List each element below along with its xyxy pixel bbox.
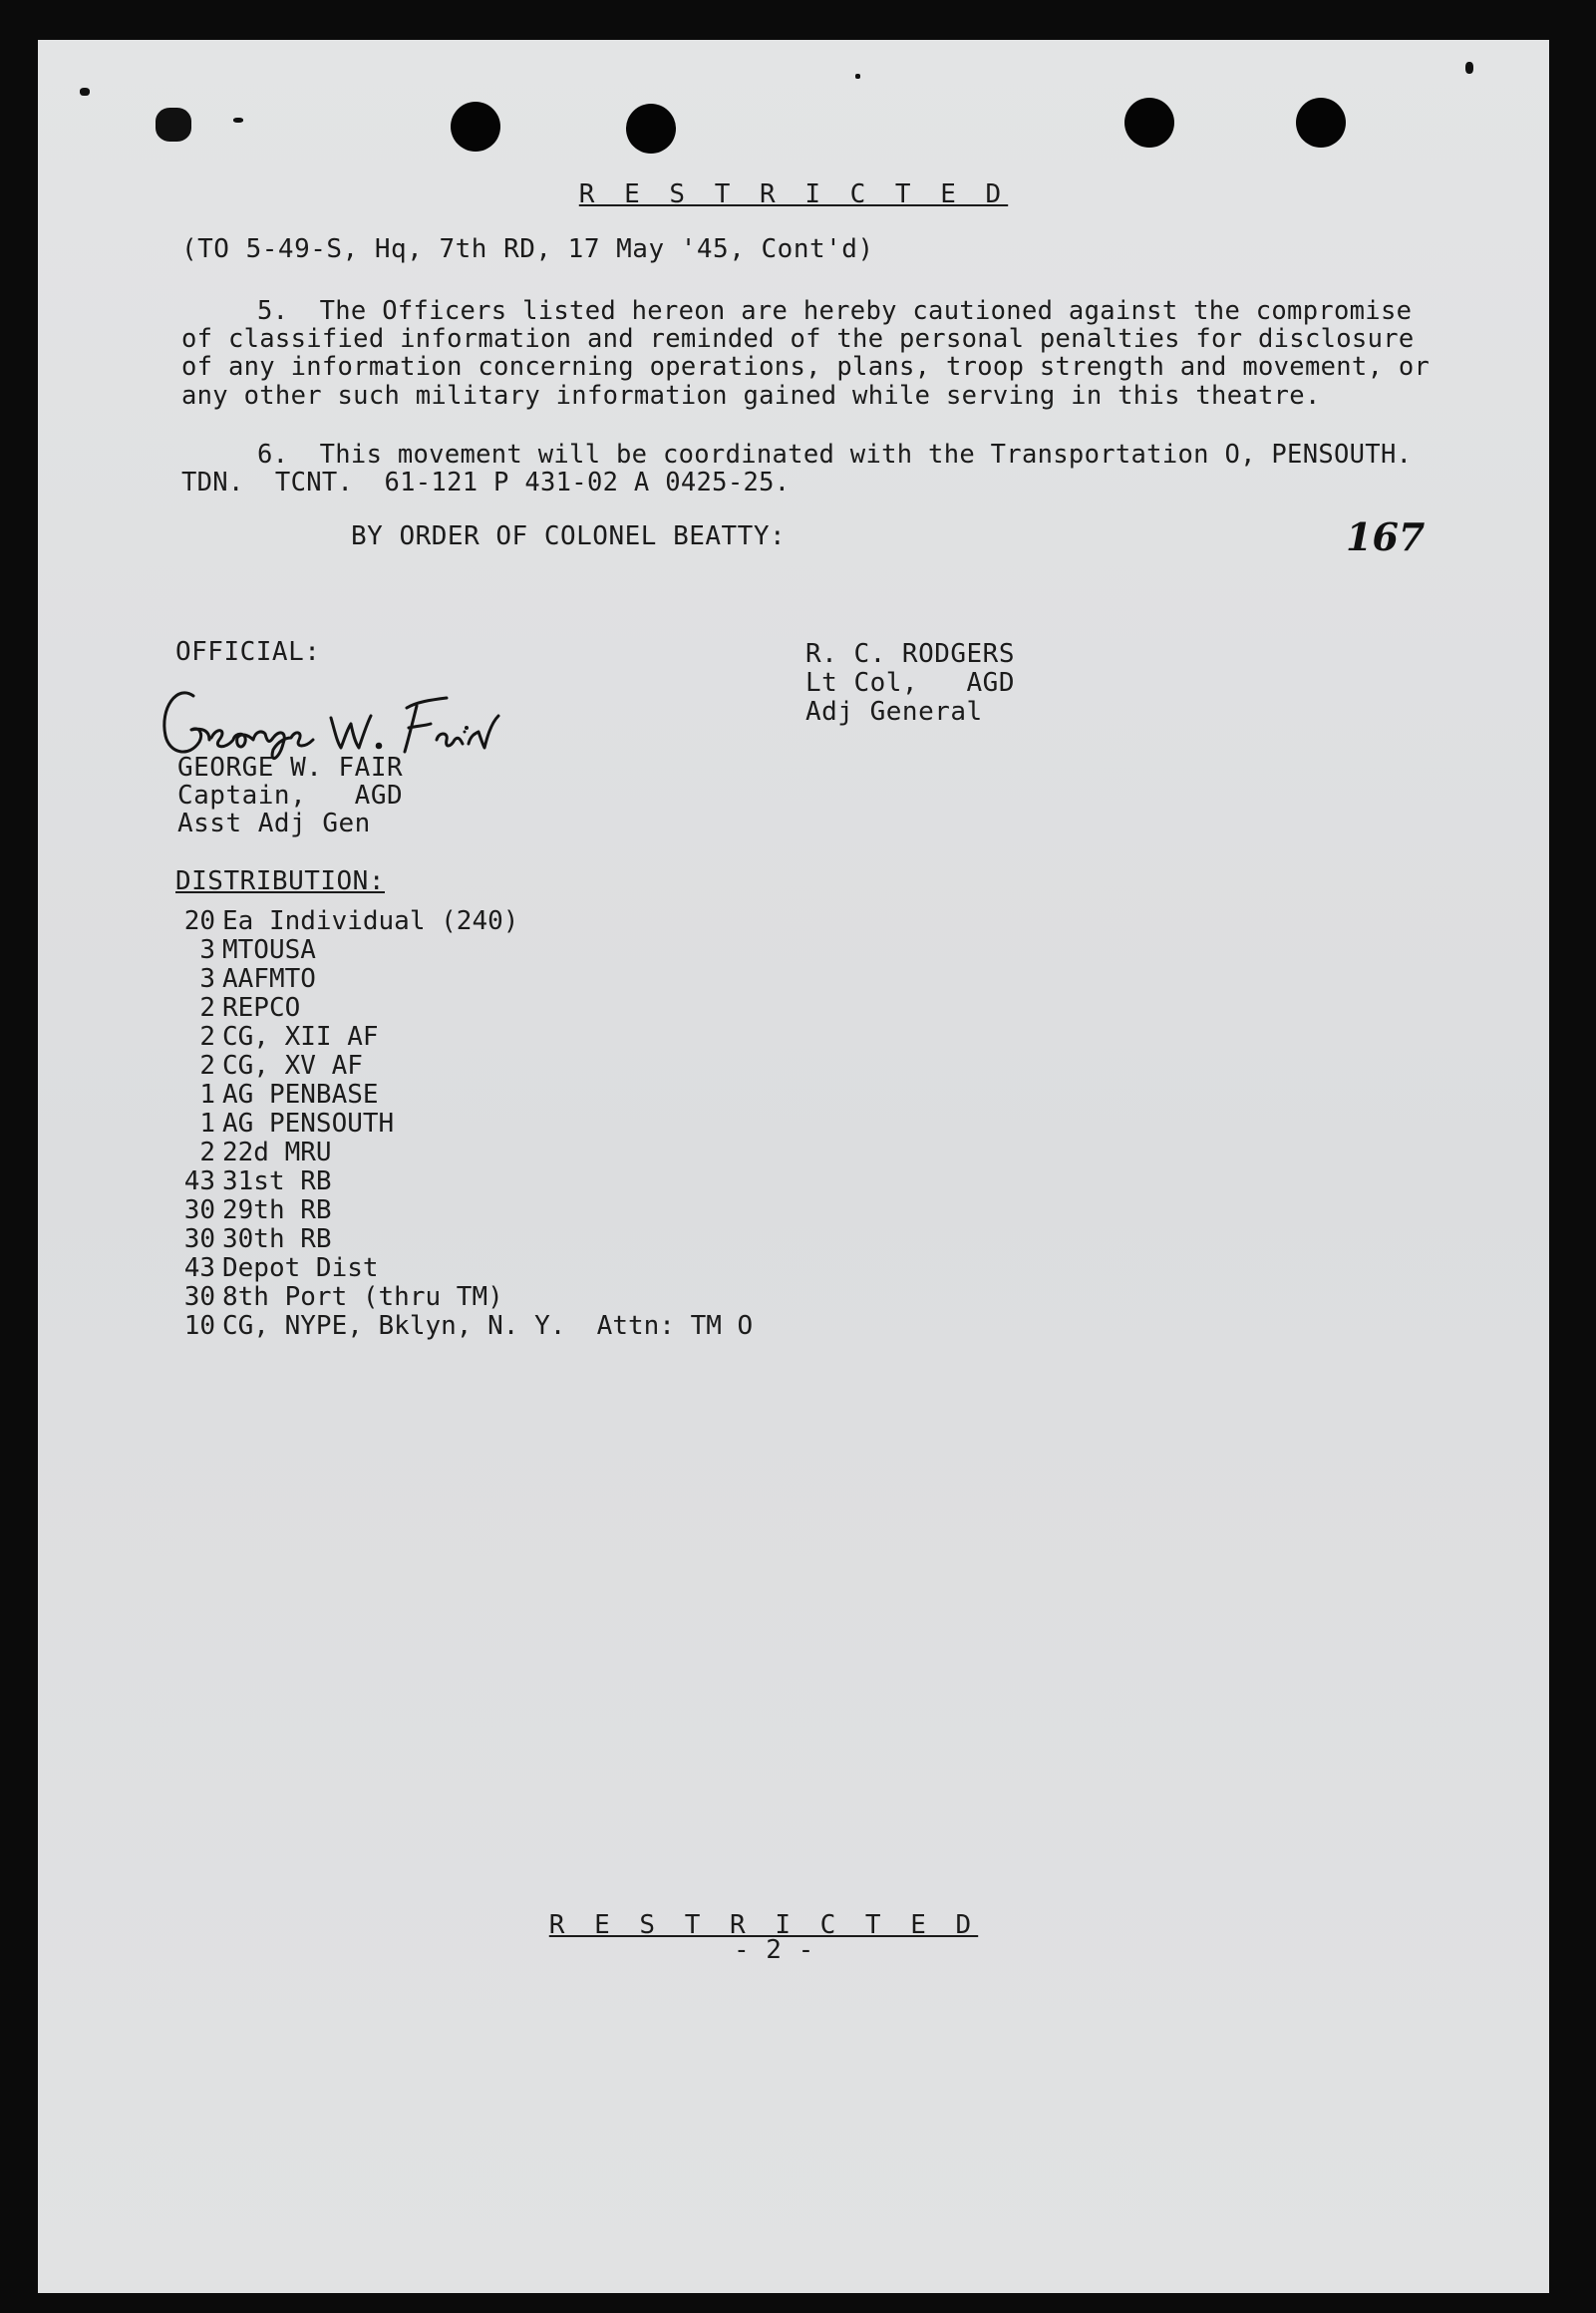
distribution-item — [173, 907, 753, 936]
distribution-destination: AG PENBASE — [222, 1080, 379, 1110]
paragraph-6-line-1: 6. This movement will be coordinated with the Transportation O, PENSOUTH. — [257, 440, 1413, 470]
distribution-qty: 2 — [199, 993, 215, 1023]
ink-speck — [80, 88, 90, 96]
distribution-qty: 20 — [183, 906, 215, 936]
distribution-qty: 30 — [183, 1282, 215, 1312]
distribution-qty: 43 — [183, 1166, 215, 1196]
distribution-qty: 2 — [199, 1051, 215, 1081]
distribution-qty: 1 — [199, 1109, 215, 1139]
official-label: OFFICIAL: — [175, 637, 321, 667]
ink-speck — [1465, 62, 1473, 74]
distribution-destination: 22d MRU — [222, 1138, 332, 1167]
stamp-number: 167 — [1346, 514, 1426, 559]
distribution-destination: AAFMTO — [222, 964, 316, 994]
page-number: - 2 - — [734, 1935, 814, 1965]
distribution-item — [173, 1081, 753, 1110]
distribution-item — [173, 1023, 753, 1052]
distribution-destination: 31st RB — [222, 1166, 332, 1196]
distribution-item — [173, 1196, 753, 1225]
ink-speck — [233, 118, 243, 123]
paragraph-5-line-1: 5. The Officers listed hereon are hereby cautioned against the compromise — [257, 296, 1413, 326]
distribution-destination: CG, XII AF — [222, 1022, 379, 1052]
paragraph-5-line-4: any other such military information gained while serving in this theatre. — [181, 381, 1321, 411]
ink-speck — [156, 108, 191, 142]
distribution-destination: CG, XV AF — [222, 1051, 363, 1081]
commander-signer-name: R. C. RODGERS — [805, 639, 1015, 669]
header-classification: R E S T R I C T E D — [578, 179, 1009, 209]
paragraph-5-line-2: of classified information and reminded of the personal penalties for disclosure — [181, 324, 1415, 354]
paragraph-5-line-3: of any information concerning operations, plans, troop strength and movement, or — [181, 352, 1431, 382]
punch-hole-4 — [1296, 98, 1346, 148]
distribution-destination: Depot Dist — [222, 1253, 379, 1283]
distribution-qty: 10 — [183, 1311, 215, 1341]
punch-hole-3 — [1124, 98, 1174, 148]
distribution-destination: 30th RB — [222, 1224, 332, 1254]
commander-signer-title: Adj General — [805, 697, 983, 727]
distribution-item — [173, 1110, 753, 1139]
official-signer-rank: Captain, AGD — [177, 781, 404, 811]
punch-hole-2 — [626, 104, 676, 154]
punch-hole-1 — [451, 102, 500, 152]
distribution-item — [173, 1283, 753, 1312]
official-signer-name: GEORGE W. FAIR — [177, 753, 404, 783]
distribution-destination: 8th Port (thru TM) — [222, 1282, 503, 1312]
distribution-qty: 3 — [199, 935, 215, 965]
by-order-line: BY ORDER OF COLONEL BEATTY: — [351, 521, 787, 551]
distribution-item — [173, 1139, 753, 1167]
distribution-item — [173, 1167, 753, 1196]
distribution-item — [173, 1254, 753, 1283]
distribution-qty: 43 — [183, 1253, 215, 1283]
distribution-item — [173, 994, 753, 1023]
distribution-label: DISTRIBUTION: — [175, 866, 385, 896]
official-signer-title: Asst Adj Gen — [177, 809, 371, 838]
distribution-item — [173, 1225, 753, 1254]
distribution-qty: 2 — [199, 1138, 215, 1167]
paragraph-6-line-2: TDN. TCNT. 61-121 P 431-02 A 0425-25. — [181, 468, 791, 497]
footer-classification: R E S T R I C T E D — [548, 1910, 979, 1940]
distribution-qty: 2 — [199, 1022, 215, 1052]
continuation-line: (TO 5-49-S, Hq, 7th RD, 17 May '45, Cont'd) — [181, 234, 874, 264]
distribution-item — [173, 936, 753, 965]
distribution-destination: Ea Individual (240) — [222, 906, 519, 936]
distribution-qty: 30 — [183, 1195, 215, 1225]
distribution-qty: 1 — [199, 1080, 215, 1110]
distribution-destination: AG PENSOUTH — [222, 1109, 395, 1139]
commander-signer-rank: Lt Col, AGD — [805, 668, 1015, 698]
distribution-qty: 30 — [183, 1224, 215, 1254]
distribution-destination: REPCO — [222, 993, 301, 1023]
distribution-destination: 29th RB — [222, 1195, 332, 1225]
distribution-destination: CG, NYPE, Bklyn, N. Y. Attn: TM O — [222, 1311, 754, 1341]
document-page — [38, 40, 1549, 2293]
distribution-item — [173, 965, 753, 994]
distribution-qty: 3 — [199, 964, 215, 994]
distribution-destination: MTOUSA — [222, 935, 316, 965]
distribution-list — [173, 907, 753, 1341]
distribution-item — [173, 1312, 753, 1341]
distribution-item — [173, 1052, 753, 1081]
ink-speck — [855, 74, 860, 79]
